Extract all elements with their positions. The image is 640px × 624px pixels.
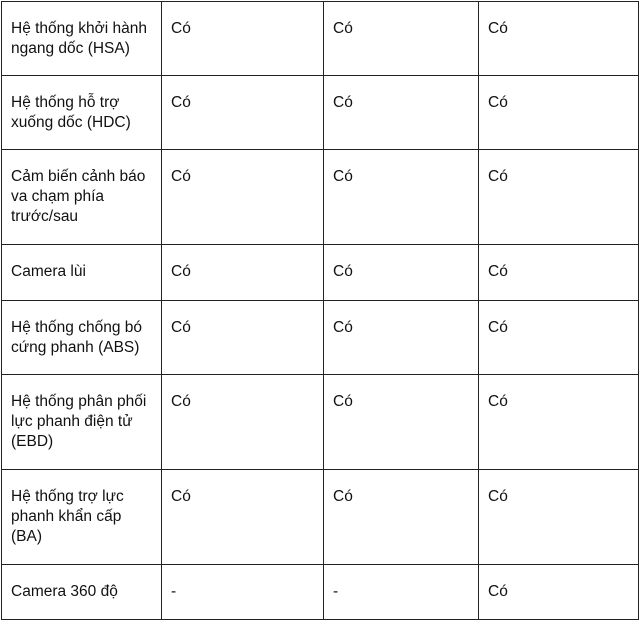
value-cell: Có — [324, 470, 479, 565]
value-cell: Có — [324, 2, 479, 76]
value-cell: Có — [479, 150, 639, 245]
value-cell: Có — [479, 301, 639, 375]
value-cell: Có — [479, 245, 639, 301]
table-row — [2, 2, 639, 76]
table-row — [2, 470, 639, 565]
table-row — [2, 301, 639, 375]
table-row — [2, 76, 639, 150]
value-cell: Có — [162, 301, 324, 375]
value-cell: - — [162, 565, 324, 620]
value-cell: Có — [162, 2, 324, 76]
value-cell: - — [324, 565, 479, 620]
value-cell: Có — [324, 245, 479, 301]
table-row — [2, 375, 639, 470]
feature-name-cell: Hệ thống khởi hành ngang dốc (HSA) — [2, 2, 162, 76]
value-cell: Có — [324, 301, 479, 375]
value-cell: Có — [479, 470, 639, 565]
feature-name-cell: Hệ thống trợ lực phanh khẩn cấp (BA) — [2, 470, 162, 565]
value-cell: Có — [162, 150, 324, 245]
table-row — [2, 245, 639, 301]
feature-name-cell: Hệ thống phân phối lực phanh điện tử (EBD) — [2, 375, 162, 470]
table-row — [2, 565, 639, 620]
value-cell: Có — [162, 375, 324, 470]
value-cell: Có — [479, 76, 639, 150]
value-cell: Có — [479, 375, 639, 470]
feature-name-cell: Cảm biến cảnh báo va chạm phía trước/sau — [2, 150, 162, 245]
value-cell: Có — [324, 375, 479, 470]
value-cell: Có — [162, 470, 324, 565]
feature-name-cell: Hệ thống hỗ trợ xuống dốc (HDC) — [2, 76, 162, 150]
feature-name-cell: Camera lùi — [2, 245, 162, 301]
feature-name-cell: Camera 360 độ — [2, 565, 162, 620]
value-cell: Có — [162, 76, 324, 150]
table-row — [2, 150, 639, 245]
value-cell: Có — [479, 565, 639, 620]
feature-name-cell: Hệ thống chống bó cứng phanh (ABS) — [2, 301, 162, 375]
value-cell: Có — [162, 245, 324, 301]
value-cell: Có — [324, 76, 479, 150]
feature-comparison-table — [1, 1, 639, 620]
value-cell: Có — [479, 2, 639, 76]
value-cell: Có — [324, 150, 479, 245]
